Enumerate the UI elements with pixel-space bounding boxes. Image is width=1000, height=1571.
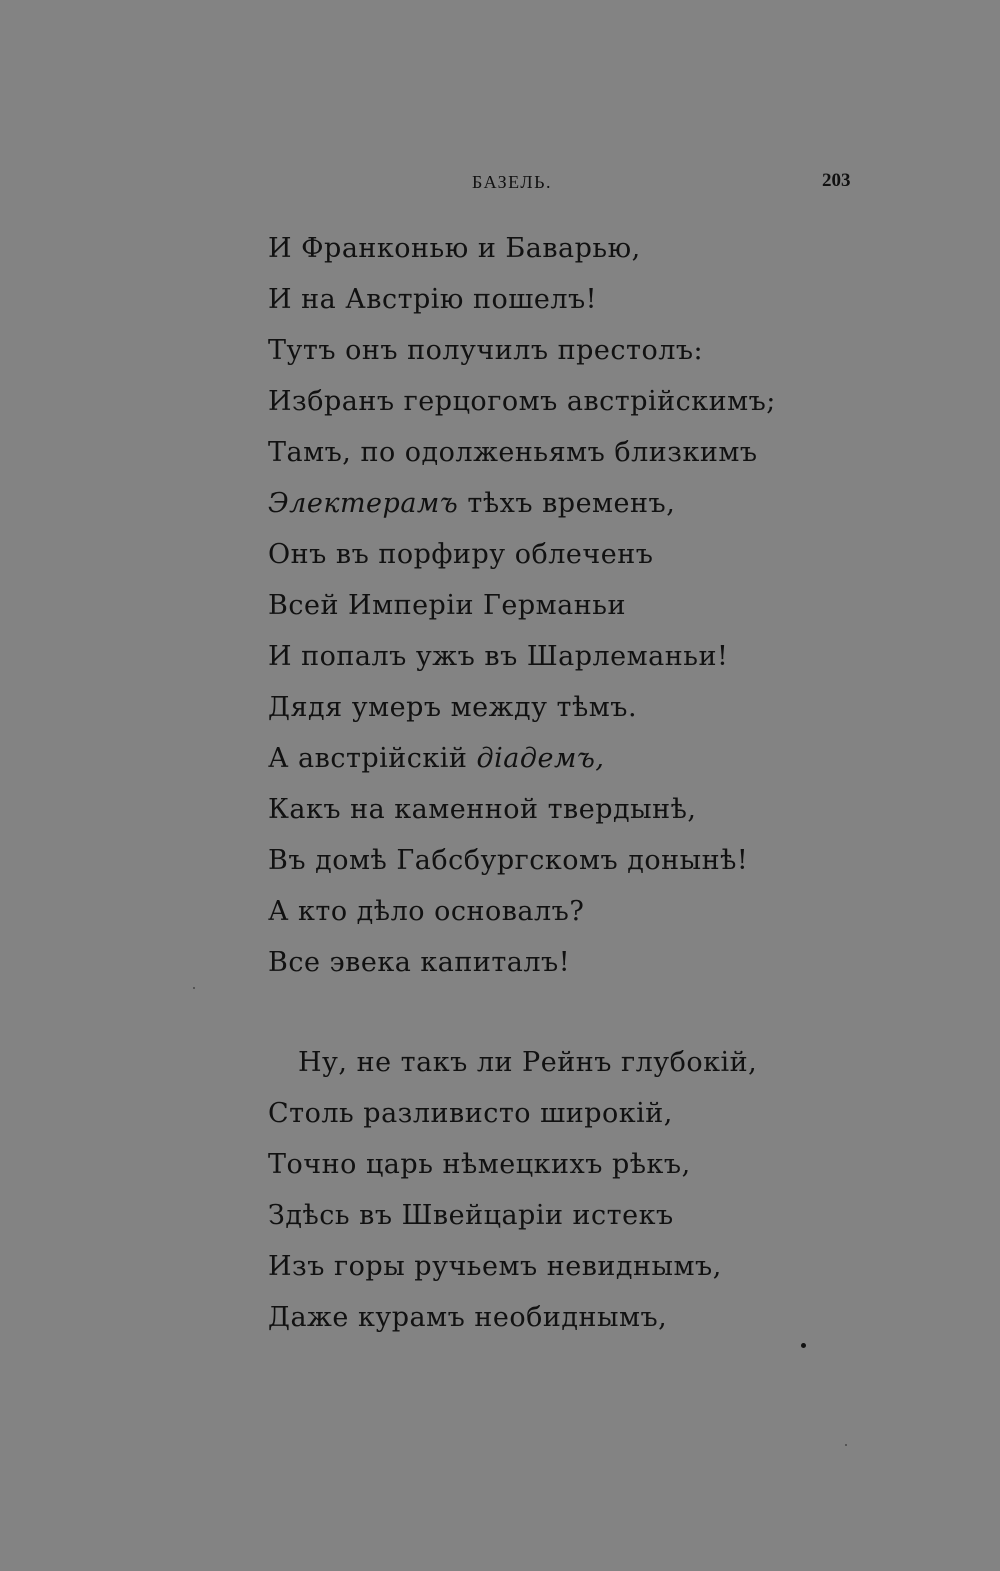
verse-line: Столь разливисто широкій, — [268, 1098, 673, 1129]
verse-line: Тутъ онъ получилъ престолъ: — [268, 335, 704, 366]
page-number: 203 — [822, 170, 851, 191]
verse-line: Какъ на каменной твердынѣ, — [268, 794, 697, 825]
verse-line-post: тѣхъ временъ, — [458, 488, 676, 519]
verse-line-italic: Электерамъ — [268, 488, 459, 519]
verse-line-pre: А австрійскій — [268, 743, 477, 774]
paper-speck — [845, 1444, 847, 1446]
verse-line: Дядя умеръ между тѣмъ. — [268, 692, 638, 723]
verse-line-italic: діадемъ, — [476, 743, 605, 774]
paper-speck — [193, 987, 195, 989]
verse-line: Ну, не такъ ли Рейнъ глубокій, — [298, 1047, 758, 1078]
verse-line: Изъ горы ручьемъ невиднымъ, — [268, 1251, 722, 1282]
verse-line: И попалъ ужъ въ Шарлеманьи! — [268, 641, 729, 672]
verse-line: Точно царь нѣмецкихъ рѣкъ, — [268, 1149, 691, 1180]
verse-line: Онъ въ порфиру облеченъ — [268, 539, 654, 570]
verse-line: Все эвека капиталъ! — [268, 947, 571, 978]
verse-line: И на Австрію пошелъ! — [268, 284, 598, 315]
stanza-1 — [268, 223, 828, 988]
verse-line — [268, 478, 828, 529]
verse-line: Здѣсь въ Швейцаріи истекъ — [268, 1200, 674, 1231]
running-title: БАЗЕЛЬ. — [472, 172, 552, 192]
stanza-2 — [268, 1037, 828, 1343]
verse-line: Избранъ герцогомъ австрійскимъ; — [268, 386, 776, 417]
verse-line: Тамъ, по одолженьямъ близкимъ — [268, 437, 758, 468]
verse-line: Въ домѣ Габсбургскомъ донынѣ! — [268, 845, 749, 876]
verse-line: Даже курамъ необиднымъ, — [268, 1302, 668, 1333]
verse-line — [268, 733, 828, 784]
verse-line: И Франконью и Баварью, — [268, 233, 641, 264]
printer-mark-dot — [801, 1343, 806, 1348]
running-head — [0, 168, 1000, 198]
verse-line: Всей Имперіи Германьи — [268, 590, 626, 621]
verse-line: А кто дѣло основалъ? — [268, 896, 585, 927]
